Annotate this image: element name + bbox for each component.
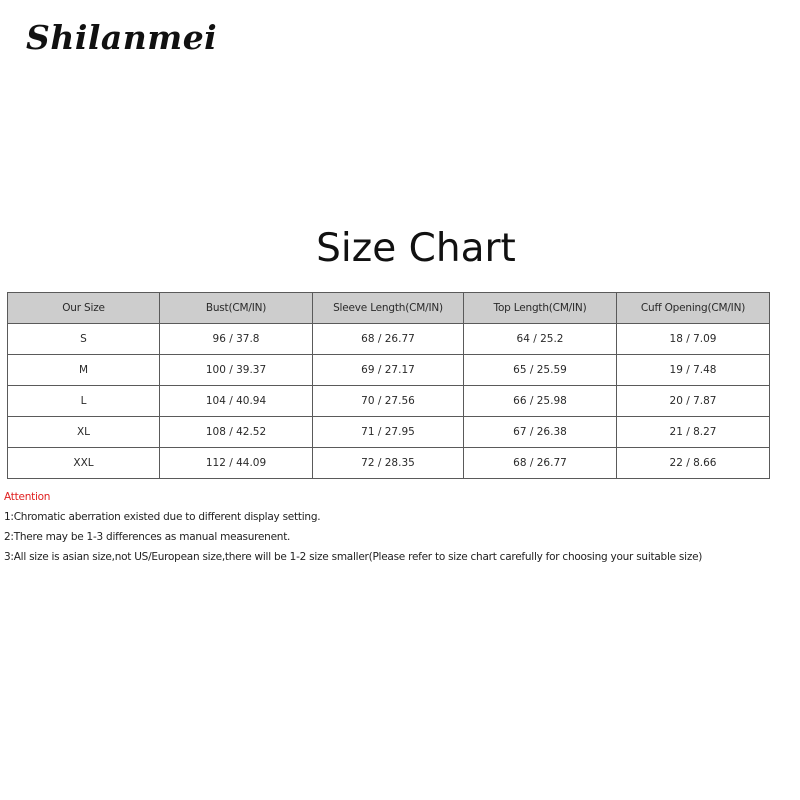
cell-cuff-opening: 19 / 7.48 [617, 355, 770, 386]
cell-size: M [8, 355, 160, 386]
cell-bust: 108 / 42.52 [160, 417, 313, 448]
cell-top-length: 65 / 25.59 [464, 355, 617, 386]
cell-size: L [8, 386, 160, 417]
header-bust: Bust(CM/IN) [160, 293, 313, 324]
cell-sleeve-length: 68 / 26.77 [313, 324, 464, 355]
size-chart-table [7, 292, 770, 479]
cell-top-length: 68 / 26.77 [464, 448, 617, 479]
header-sleeve-length: Sleeve Length(CM/IN) [313, 293, 464, 324]
page-title: Size Chart [316, 226, 516, 271]
table-row [8, 355, 770, 386]
cell-top-length: 66 / 25.98 [464, 386, 617, 417]
table-row [8, 417, 770, 448]
cell-size: XXL [8, 448, 160, 479]
attention-label: Attention [4, 491, 51, 503]
cell-cuff-opening: 18 / 7.09 [617, 324, 770, 355]
cell-cuff-opening: 20 / 7.87 [617, 386, 770, 417]
header-our-size: Our Size [8, 293, 160, 324]
note-line: 1:Chromatic aberration existed due to different display setting. [4, 511, 321, 523]
note-line: 3:All size is asian size,not US/European size,there will be 1-2 size smaller(Please refer to size chart carefully for choosing your suitable size) [4, 551, 703, 563]
header-cuff-opening: Cuff Opening(CM/IN) [617, 293, 770, 324]
notes-section [4, 487, 796, 567]
cell-size: S [8, 324, 160, 355]
cell-cuff-opening: 22 / 8.66 [617, 448, 770, 479]
cell-sleeve-length: 69 / 27.17 [313, 355, 464, 386]
table-row [8, 448, 770, 479]
table-header-row [8, 293, 770, 324]
cell-bust: 104 / 40.94 [160, 386, 313, 417]
table-row [8, 324, 770, 355]
cell-top-length: 64 / 25.2 [464, 324, 617, 355]
brand-logo: Shilanmei [26, 18, 218, 57]
cell-bust: 100 / 39.37 [160, 355, 313, 386]
table-row [8, 386, 770, 417]
cell-sleeve-length: 71 / 27.95 [313, 417, 464, 448]
cell-bust: 112 / 44.09 [160, 448, 313, 479]
cell-bust: 96 / 37.8 [160, 324, 313, 355]
cell-sleeve-length: 72 / 28.35 [313, 448, 464, 479]
cell-size: XL [8, 417, 160, 448]
cell-sleeve-length: 70 / 27.56 [313, 386, 464, 417]
note-line: 2:There may be 1-3 differences as manual measurenent. [4, 531, 291, 543]
header-top-length: Top Length(CM/IN) [464, 293, 617, 324]
cell-cuff-opening: 21 / 8.27 [617, 417, 770, 448]
cell-top-length: 67 / 26.38 [464, 417, 617, 448]
